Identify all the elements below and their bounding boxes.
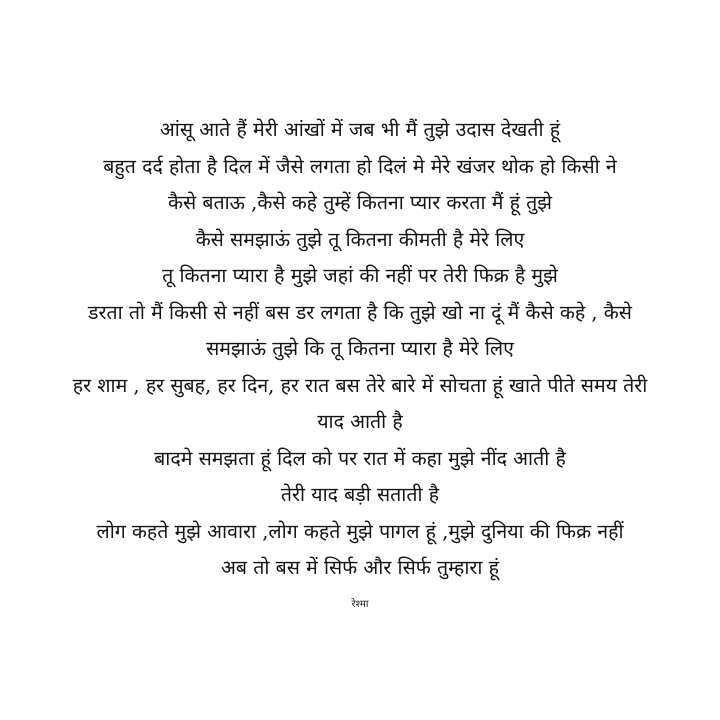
poem-line-10: बादमे समझता हूं दिल को पर रात में कहा मुझे नींद आती है (154, 446, 566, 470)
poem-line-4: कैसे समझाऊं तुझे तू कितना कीमती है मेरे लिए (195, 227, 525, 251)
poem-line-3: कैसे बताऊ ,कैसे कहे तुम्हें कितना प्यार करता मैं हूं तुझे (167, 191, 552, 214)
poem-line-9: याद आती है (317, 410, 403, 433)
poem-line-13: अब तो बस में सिर्फ और सिर्फ तुम्हारा हूं (220, 556, 499, 579)
poem-line-2: बहुत दर्द होता है दिल में जैसे लगता हो दिलं मे मेरे खंजर थोक हो किसी ने (103, 154, 617, 178)
poem-line-7: समझाऊं तुझे कि तू कितना प्यारा है मेरे लिए (206, 337, 514, 360)
poem-line-8: हर शाम , हर सुबह, हर दिन, हर रात बस तेरे बारे में सोचता हूं खाते पीते समय तेरी (72, 373, 648, 397)
poem-line-12: लोग कहते मुझे आवारा ,लोग कहते मुझे पागल हूं ,मुझे दुनिया की फिक्र नहीं (96, 519, 624, 543)
poem-line-11: तेरी याद बड़ी सताती है (280, 483, 440, 506)
poem-text (30, 112, 690, 587)
poem-line-5: तू कितना प्यारा है मुझे जहां की नहीं पर तेरी फिक्र है मुझे (162, 264, 558, 287)
author-signature: रेश्मा (351, 599, 369, 610)
poem-line-6: डरता तो मैं किसी से नहीं बस डर लगता है कि तुझे खो ना दूं मैं कैसे कहे , कैसे (88, 300, 632, 324)
poem-line-1: आंसू आते हैं मेरी आंखों में जब भी मैं तुझे उदास देखती हूं (159, 118, 561, 141)
